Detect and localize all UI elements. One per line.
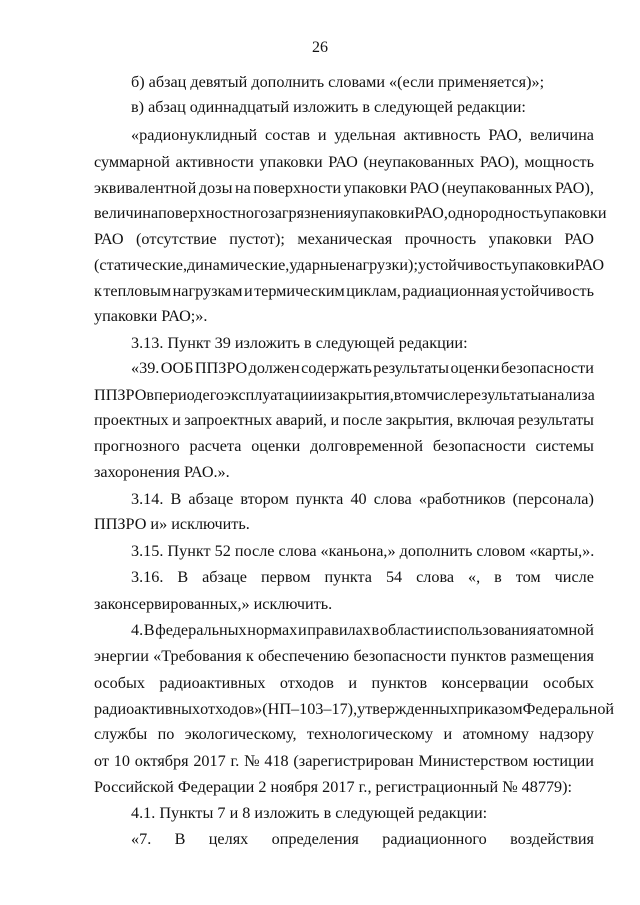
word: (зарегистрирован xyxy=(293,752,414,770)
text-line xyxy=(94,178,594,198)
word: 3.16. xyxy=(131,568,164,586)
word: поверхностного xyxy=(158,204,269,222)
word: расчета xyxy=(189,437,242,455)
page-number: 26 xyxy=(312,39,328,56)
word: радиоактивных xyxy=(159,674,266,692)
word: утвержденных xyxy=(357,700,459,718)
word: и xyxy=(348,674,358,692)
word: упаковки xyxy=(259,153,323,171)
word: результаты xyxy=(373,359,450,377)
word: ООБ xyxy=(160,359,194,377)
word: экологическому, xyxy=(184,725,297,743)
word: однородность xyxy=(447,204,544,222)
text-line xyxy=(131,358,594,378)
word: 4. xyxy=(131,621,144,639)
word: упаковки xyxy=(343,179,407,197)
word: и xyxy=(297,621,307,639)
word: 2017 xyxy=(193,752,226,770)
word: эквивалентной xyxy=(94,179,197,197)
word: безопасности xyxy=(432,437,526,455)
word: 418 xyxy=(264,752,289,770)
word: 3.14. xyxy=(131,490,164,508)
text-line xyxy=(94,436,594,456)
word: В xyxy=(174,830,186,848)
word: РАО, xyxy=(488,126,522,144)
word: суммарной xyxy=(94,153,170,171)
word: динамические, xyxy=(187,256,290,274)
word: нагрузки); xyxy=(346,256,418,274)
word: и xyxy=(317,126,327,144)
word: Министерством xyxy=(418,752,529,770)
word: том xyxy=(401,386,427,404)
word: пункта xyxy=(324,568,372,586)
word: отходов xyxy=(279,674,334,692)
word: к xyxy=(245,647,254,665)
text-line: Российской Федерации 2 ноября 2017 г., регистрационный № 48779): xyxy=(94,778,573,796)
word: долговременной xyxy=(310,437,424,455)
word: закрытия, xyxy=(326,386,394,404)
word: № xyxy=(244,752,260,770)
word: и xyxy=(443,725,453,743)
word: 54 xyxy=(385,568,403,586)
word: технологическому xyxy=(306,725,434,743)
word: безопасности xyxy=(353,647,447,665)
text-line xyxy=(131,489,594,509)
text-line xyxy=(94,255,605,275)
word: энергии xyxy=(94,647,149,665)
word: радиационная xyxy=(402,282,500,300)
word: аварий, xyxy=(275,411,327,429)
word: области xyxy=(379,621,434,639)
word: состав xyxy=(265,126,310,144)
word: результаты xyxy=(518,411,594,429)
word: тепловым xyxy=(103,282,172,300)
word: РАО xyxy=(94,230,124,248)
word: устойчивость xyxy=(417,256,512,274)
word: первом xyxy=(260,568,311,586)
word: результаты xyxy=(465,386,542,404)
word: проектных xyxy=(94,411,169,429)
word: пунктов xyxy=(450,647,507,665)
word: обеспечению xyxy=(258,647,350,665)
word: удельная xyxy=(334,126,396,144)
text-line xyxy=(131,567,594,587)
word: числе xyxy=(426,386,466,404)
word: особых xyxy=(542,674,594,692)
word: термическим xyxy=(254,282,345,300)
word: отходов» xyxy=(200,700,263,718)
word: 40 xyxy=(350,490,367,508)
word: и xyxy=(317,386,327,404)
text-line xyxy=(131,829,594,849)
word: РАО), xyxy=(554,179,594,197)
word: юстиции xyxy=(532,752,594,770)
word: атомному xyxy=(462,725,529,743)
word: службы xyxy=(94,725,148,743)
word: втором xyxy=(240,490,289,508)
word: активности xyxy=(175,153,254,171)
word: в xyxy=(393,386,402,404)
word: (неупакованных xyxy=(441,179,553,197)
word: воздействия xyxy=(510,830,594,848)
word: РАО xyxy=(574,256,605,274)
word: по xyxy=(157,725,175,743)
word: поверхности xyxy=(253,179,342,197)
word: слова xyxy=(373,490,412,508)
word: в xyxy=(146,386,155,404)
word: определения xyxy=(271,830,359,848)
word: числе xyxy=(554,568,594,586)
word: после xyxy=(342,411,383,429)
word: «Требования xyxy=(153,647,242,665)
word: (статические, xyxy=(94,256,188,274)
word: его xyxy=(202,386,225,404)
word: пунктов xyxy=(371,674,428,692)
text-line xyxy=(131,125,594,145)
word: (отсутствие xyxy=(136,230,217,248)
word: (НП–103–17), xyxy=(262,700,358,718)
word: 10 xyxy=(113,752,130,770)
text-line: захоронения РАО.». xyxy=(94,463,230,481)
word: содержать xyxy=(301,359,372,377)
word: федеральных xyxy=(155,621,247,639)
word: механическая xyxy=(297,230,393,248)
word: и xyxy=(330,411,340,429)
word: надзору xyxy=(539,725,594,743)
text-line xyxy=(94,203,607,223)
word: величина xyxy=(529,126,594,144)
word: в xyxy=(371,621,380,639)
word: размещения xyxy=(510,647,594,665)
word: правилах xyxy=(307,621,371,639)
word: анализа xyxy=(541,386,595,404)
word: мощность xyxy=(524,153,594,171)
word: циклам, xyxy=(346,282,401,300)
word: «радионуклидный xyxy=(131,126,258,144)
word: приказом xyxy=(458,700,523,718)
word: период xyxy=(154,386,203,404)
word: упаковки xyxy=(543,204,607,222)
word: Федеральной xyxy=(522,700,615,718)
word: ППЗРО xyxy=(194,359,248,377)
word: «, xyxy=(468,568,481,586)
word: на xyxy=(235,179,251,197)
word: активность xyxy=(403,126,481,144)
word: ППЗРО xyxy=(94,386,147,404)
word: радиоактивных xyxy=(94,700,201,718)
word: РАО xyxy=(409,179,440,197)
text-line xyxy=(94,724,594,744)
word: атомной xyxy=(536,621,594,639)
text-line: в) абзац одиннадцатый изложить в следующей редакции: xyxy=(131,98,526,116)
word: «7. xyxy=(131,830,152,848)
word: октября xyxy=(134,752,189,770)
text-line xyxy=(94,646,594,666)
text-line: б) абзац девятый дополнить словами «(если применяется)»; xyxy=(131,73,545,91)
word: слова xyxy=(416,568,455,586)
word: прогнозного xyxy=(94,437,180,455)
text-line xyxy=(94,281,594,301)
word: закрытия, xyxy=(385,411,454,429)
text-line: 3.13. Пункт 39 изложить в следующей редакции: xyxy=(131,334,468,352)
word: к xyxy=(94,282,102,300)
word: использования xyxy=(434,621,537,639)
word: абзаце xyxy=(202,568,247,586)
word: РАО), xyxy=(479,153,519,171)
text-line: законсервированных,» исключить. xyxy=(94,595,333,613)
word: ударные xyxy=(289,256,347,274)
text-line xyxy=(94,751,594,771)
text-line xyxy=(94,410,594,430)
word: упаковки xyxy=(488,230,552,248)
word: запроектных xyxy=(184,411,273,429)
text-line xyxy=(94,385,594,405)
word: абзаце xyxy=(188,490,234,508)
text-line xyxy=(94,673,594,693)
word: (персонала) xyxy=(512,490,594,508)
text-line xyxy=(94,699,615,719)
word: радиационного xyxy=(382,830,487,848)
word: РАО xyxy=(564,230,594,248)
word: консервации xyxy=(441,674,529,692)
word: (неупакованных xyxy=(363,153,475,171)
word: «39. xyxy=(131,359,160,377)
word: и xyxy=(243,282,253,300)
word: особых xyxy=(94,674,145,692)
word: должен xyxy=(248,359,300,377)
text-line: ППЗРО и» исключить. xyxy=(94,515,250,533)
word: загрязнения xyxy=(268,204,352,222)
word: пункта xyxy=(295,490,344,508)
word: оценки xyxy=(450,359,500,377)
word: РАО, xyxy=(414,204,448,222)
text-line xyxy=(94,152,594,172)
word: в xyxy=(494,568,502,586)
word: целях xyxy=(208,830,249,848)
word: г. xyxy=(230,752,240,770)
word: включая xyxy=(456,411,515,429)
word: эксплуатации xyxy=(224,386,318,404)
word: пустот); xyxy=(229,230,285,248)
word: дозы xyxy=(198,179,233,197)
text-line: 3.15. Пункт 52 после слова «каньона,» дополнить словом «карты,». xyxy=(131,542,595,560)
word: системы xyxy=(535,437,594,455)
text-line xyxy=(131,620,594,640)
word: нормах xyxy=(247,621,298,639)
word: упаковки xyxy=(511,256,575,274)
word: РАО xyxy=(328,153,358,171)
word: величина xyxy=(94,204,159,222)
word: и xyxy=(172,411,181,429)
text-line: 4.1. Пункты 7 и 8 изложить в следующей редакции: xyxy=(131,804,488,822)
word: В xyxy=(170,490,182,508)
word: безопасности xyxy=(501,359,594,377)
text-line: упаковки РАО;». xyxy=(94,307,208,325)
word: нагрузкам xyxy=(172,282,243,300)
text-line xyxy=(94,229,594,249)
word: В xyxy=(177,568,189,586)
word: том xyxy=(515,568,541,586)
word: «работников xyxy=(418,490,506,508)
word: оценки xyxy=(251,437,301,455)
word: прочность xyxy=(404,230,477,248)
word: упаковки xyxy=(351,204,415,222)
word: устойчивость xyxy=(500,282,594,300)
word: от xyxy=(94,752,109,770)
word: В xyxy=(143,621,155,639)
